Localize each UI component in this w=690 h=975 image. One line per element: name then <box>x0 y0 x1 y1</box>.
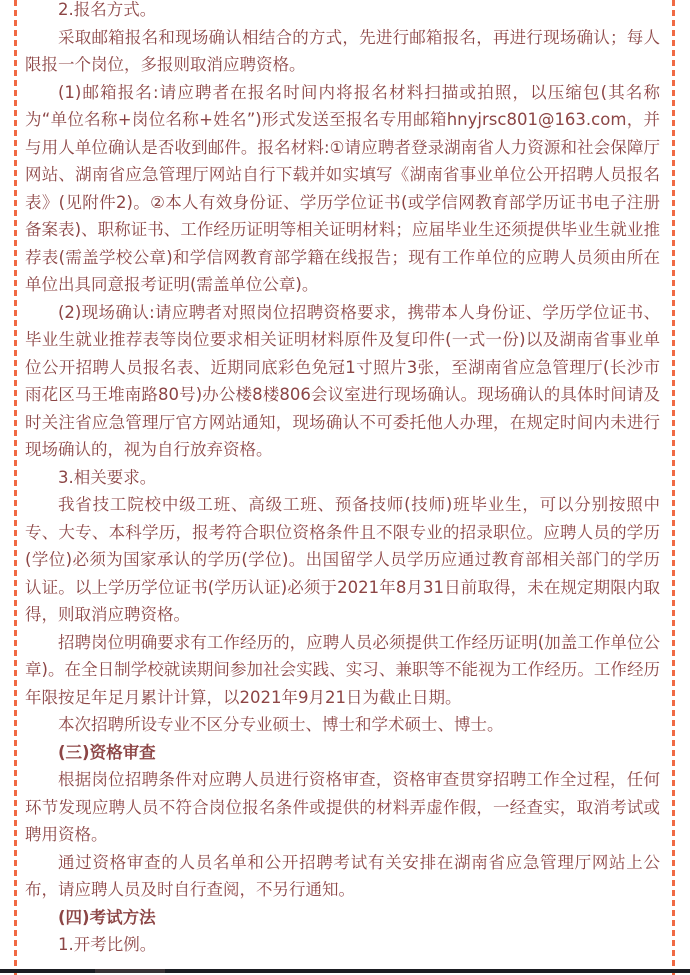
paragraph: 3.相关要求。 <box>58 467 157 487</box>
paragraph: (2)现场确认:请应聘者对照岗位招聘资格要求，携带本人身份证、学历学位证书、毕业生就业推荐表等岗位要求相关证明材料原件及复印件(一式一份)以及湖南省事业单位公开招聘人员报名表、近期同底彩色免冠1寸照片3张，至湖南省应急管理厅(长沙市雨花区马王堆南路80号)办公楼8楼806会议室进行现场确认。现场确认的具体时间请及时关注省应急管理厅官方网站通知，现场确认不可委托他人办理，在规定时间内未进行现场确认的，视为自行放弃资格。 <box>25 302 660 459</box>
bottom-bar-segment <box>95 969 165 973</box>
paragraph: 本次招聘所设专业不区分专业硕士、博士和学术硕士、博士。 <box>58 715 504 734</box>
paragraph: (1)邮箱报名:请应聘者在报名时间内将报名材料扫描或拍照，以压缩包(其名称为“单位名称+岗位名称+姓名”)形式发送至报名专用邮箱hnyjrsc801@163.com，并与用人单位确认是否收到邮件。报名材料:①请应聘者登录湖南省人力资源和社会保障厅网站、湖南省应急管理厅网站自行下载并如实填写《湖南省事业单位公开招聘人员报名表》(见附件2)。②本人有效身份证、学历学位证书(或学信网教育部学历证书电子注册备案表)、职称证书、工作经历证明等相关证明材料；应届毕业生还须提供毕业生就业推荐表(需盖学校公章)和学信网教育部学籍在线报告；现有工作单位的应聘人员须由所在单位出具同意报考证明(需盖单位公章)。 <box>25 82 660 294</box>
paragraph: 采取邮箱报名和现场确认相结合的方式，先进行邮箱报名，再进行现场确认；每人限报一个岗位，多报则取消应聘资格。 <box>25 27 660 74</box>
paragraph: 根据岗位招聘条件对应聘人员进行资格审查，资格审查贯穿招聘工作全过程，任何环节发现应聘人员不符合岗位报名条件或提供的材料弄虚作假，一经查实，取消考试或聘用资格。 <box>25 770 660 844</box>
paragraph: 2.报名方式。 <box>58 0 157 19</box>
paragraph: (四)考试方法 <box>58 907 156 927</box>
paragraph: 1.开考比例。 <box>58 935 157 954</box>
bottom-bar <box>0 969 690 973</box>
right-dashed-border <box>672 0 675 975</box>
paragraph: 我省技工院校中级工班、高级工班、预备技师(技师)班毕业生，可以分别按照中专、大专、本科学历，报考符合职位资格条件且不限专业的招录职位。应聘人员的学历(学位)必须为国家承认的学历(学位)。出国留学人员学历应通过教育部相关部门的学历认证。以上学历学位证书(学历认证)必须于2021年8月31日前取得，未在规定期限内取得，则取消应聘资格。 <box>25 495 660 624</box>
paragraph: (三)资格审查 <box>58 742 156 762</box>
article-body <box>25 0 660 959</box>
paragraph: 通过资格审查的人员名单和公开招聘考试有关安排在湖南省应急管理厅网站上公布，请应聘人员及时自行查阅，不另行通知。 <box>25 852 660 899</box>
left-dashed-border <box>14 0 17 975</box>
paragraph: 招聘岗位明确要求有工作经历的，应聘人员必须提供工作经历证明(加盖工作单位公章)。在全日制学校就读期间参加社会实践、实习、兼职等不能视为工作经历。工作经历年限按足年足月累计计算，以2021年9月21日为截止日期。 <box>25 632 660 707</box>
